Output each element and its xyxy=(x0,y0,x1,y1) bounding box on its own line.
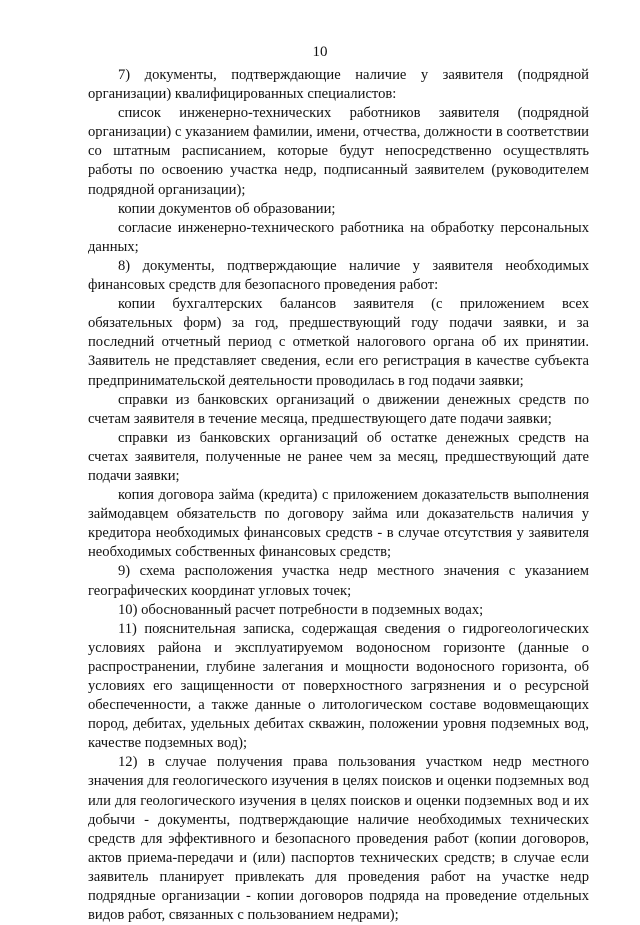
paragraph-bank-movement: справки из банковских организаций о движении денежных средств по счетам заявителя в течение месяца, предшествующего дате подачи заявки; xyxy=(88,391,589,427)
page-number: 10 xyxy=(312,44,328,60)
paragraph-item-10: 10) обоснованный расчет потребности в подземных водах; xyxy=(118,601,484,618)
paragraph-balance-sheets: копии бухгалтерских балансов заявителя (с приложением всех обязательных форм) за год, предшествующий году подачи заявки, и за последний отчетный период с отметкой налогового органа об их принятии. Заявитель не представляет сведения, если его регистрация в качестве субъекта предпринимательской деятельности проводилась в год подачи заявки; xyxy=(88,296,589,389)
paragraph-item-12: 12) в случае получения права пользования участком недр местного значения для геологического изучения в целях поисков и оценки подземных вод или для геологического изучения в целях поисков и оценки подземных вод и их добычи - документы, подтверждающие наличие необходимых технических средств для эффективного и безопасного проведения работ (копии договоров, актов приема-передачи и (или) паспортов технических средств; в случае если заявитель планирует привлекать для проведения работ на участке недр подрядные организации - копии договоров подряда на проведение отдельных видов работ, связанных с пользованием недрами); xyxy=(88,754,589,924)
paragraph-loan-agreement: копия договора займа (кредита) с приложением доказательств выполнения займодавцем обязательств по договору займа или доказательств наличия у кредитора необходимых финансовых средств - в случае отсутствия у заявителя необходимых собственных финансовых средств; xyxy=(88,487,589,561)
paragraph-bank-balance: справки из банковских организаций об остатке денежных средств на счетах заявителя, полученные не ранее чем за месяц, предшествующий дате подачи заявки; xyxy=(88,429,589,484)
paragraph-item-7: 7) документы, подтверждающие наличие у заявителя (подрядной организации) квалифицированных специалистов: xyxy=(88,67,589,103)
paragraph-personal-data-consent: согласие инженерно-технического работника на обработку персональных данных; xyxy=(88,219,589,255)
paragraph-item-9: 9) схема расположения участка недр местного значения с указанием географических координат угловых точек; xyxy=(88,563,589,599)
paragraph-staff-list: список инженерно-технических работников заявителя (подрядной организации) с указанием фамилии, имени, отчества, должности в соответствии со штатным расписанием, которые будут непосредственно осуществлять работы по освоению участка недр, подписанный заявителем (руководителем подрядной организации); xyxy=(88,105,589,198)
paragraph-education-docs: копии документов об образовании; xyxy=(118,200,336,217)
paragraph-item-8: 8) документы, подтверждающие наличие у заявителя необходимых финансовых средств для безопасного проведения работ: xyxy=(88,257,589,294)
document-body xyxy=(88,66,589,925)
paragraph-item-11: 11) пояснительная записка, содержащая сведения о гидрогеологических условиях района и эксплуатируемом водоносном горизонте (данные о распространении, глубине залегания и мощности водоносного горизонта, об условиях его защищенности от поверхностного загрязнения и о ресурсной обеспеченности, а также данные о литологическом составе водовмещающих пород, дебитах, удельных дебитах скважин, положении уровня подземных вод, качестве подземных вод); xyxy=(88,620,589,752)
